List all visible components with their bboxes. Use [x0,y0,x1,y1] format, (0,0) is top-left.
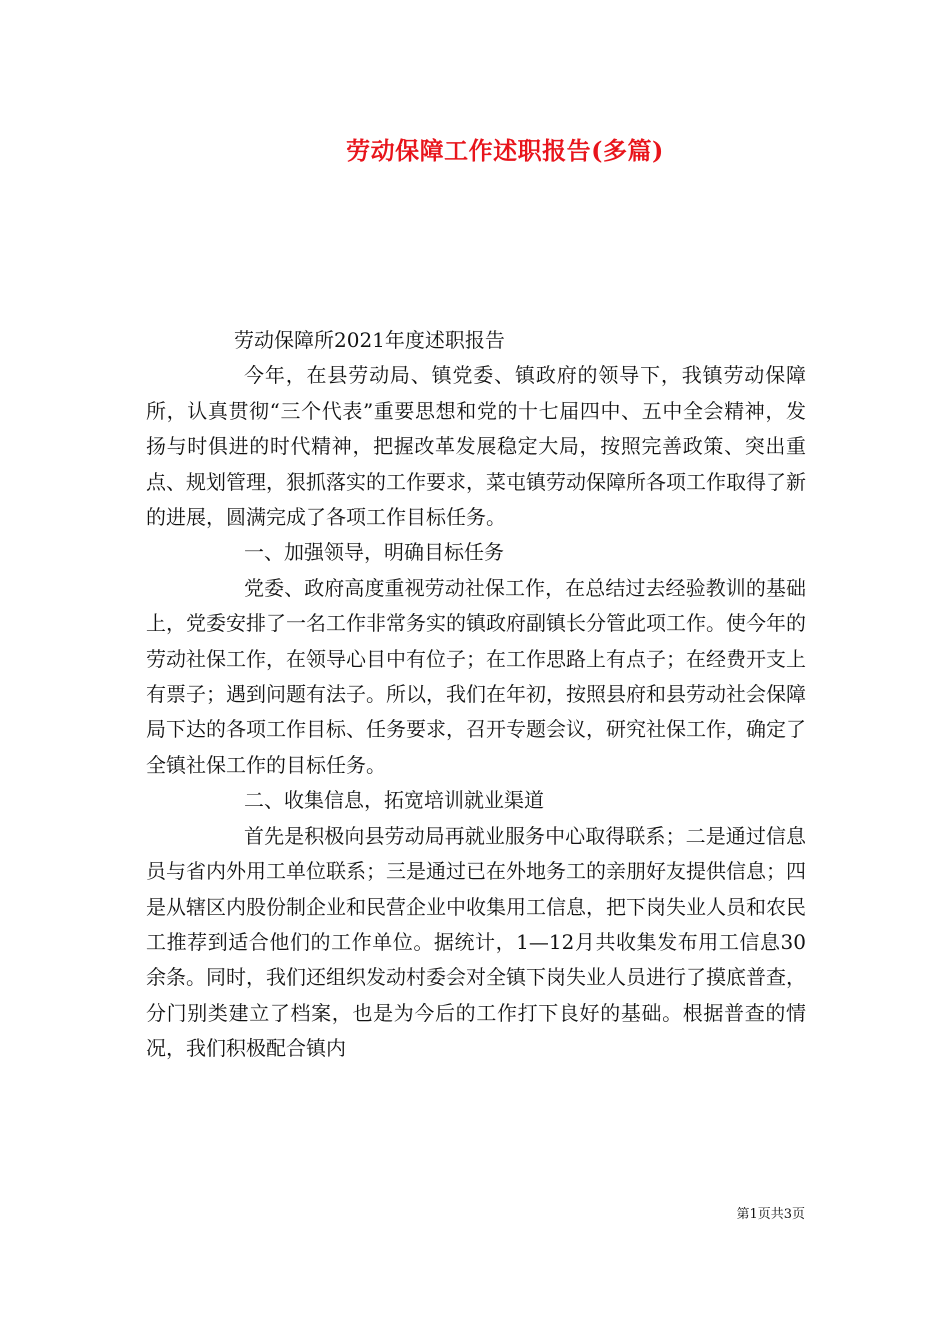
document-body [146,323,806,1067]
section-heading-2: 二、收集信息，拓宽培训就业渠道 [244,788,544,813]
paragraph-section-1: 党委、政府高度重视劳动社保工作，在总结过去经验教训的基础上，党委安排了一名工作非常务实的镇政府副镇长分管此项工作。使今年的劳动社保工作，在领导心目中有位子；在工作思路上有点子；在经费开支上有票子；遇到问题有法子。所以，我们在年初，按照县府和县劳动社会保障局下达的各项工作目标、任务要求，召开专题会议，研究社保工作，确定了全镇社保工作的目标任务。 [146,575,806,777]
section-heading-1: 一、加强领导，明确目标任务 [244,540,504,565]
paragraph-intro: 今年，在县劳动局、镇党委、镇政府的领导下，我镇劳动保障所，认真贯彻“三个代表”重要思想和党的十七届四中、五中全会精神，发扬与时俱进的时代精神，把握改革发展稳定大局，按照完善政策、突出重点、规划管理，狠抓落实的工作要求，菜屯镇劳动保障所各项工作取得了新的进展，圆满完成了各项工作目标任务。 [146,363,806,530]
document-title: 劳动保障工作述职报告(多篇) [346,136,664,165]
paragraph-section-2: 首先是积极向县劳动局再就业服务中心取得联系；二是通过信息员与省内外用工单位联系；三是通过已在外地务工的亲朋好友提供信息；四是从辖区内股份制企业和民营企业中收集用工信息，把下岗失业人员和农民工推荐到适合他们的工作单位。据统计，1—12月共收集发布用工信息30余条。同时，我们还组织发动村委会对全镇下岗失业人员进行了摸底普查，分门别类建立了档案，也是为今后的工作打下良好的基础。根据普查的情况，我们积极配合镇内 [146,823,806,1061]
report-subtitle: 劳动保障所2021年度述职报告 [234,328,505,352]
page-number: 第1页共3页 [736,1207,805,1222]
